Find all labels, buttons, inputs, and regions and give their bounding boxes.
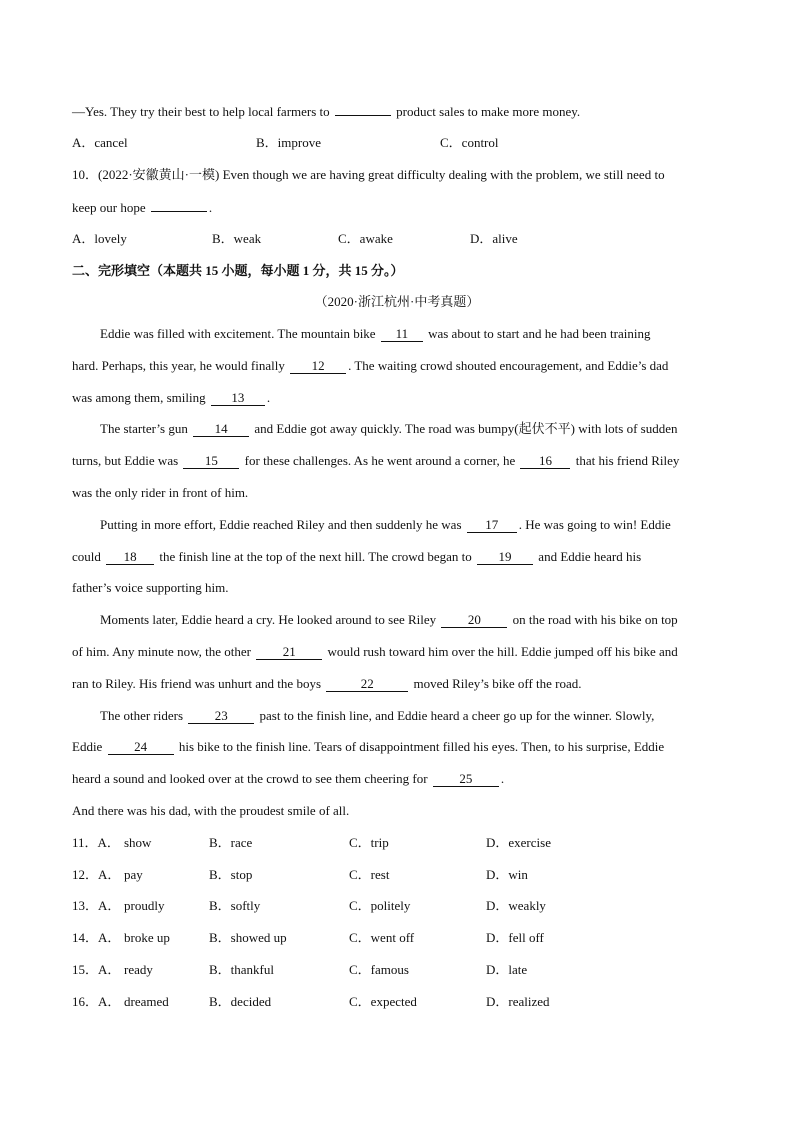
q10-stem: 10．(2022·安徽黄山·一模) Even though we are having great difficulty dealing with the problem, we still need to [72,167,665,182]
text: turns, but Eddie was [72,453,179,468]
q9-stem-text: —Yes. They try their best to help local farmers to [72,104,330,119]
text: the finish line at the top of the next hill. The crowd began to [159,549,472,564]
text: past to the finish line, and Eddie heard a cheer go up for the winner. Slowly, [259,708,655,723]
option-d: D．late [486,962,528,977]
blank-14: 14 [193,422,249,437]
text: could [72,549,101,564]
passage-line [72,675,732,693]
section-title: 二、完形填空（本题共 15 小题，每小题 1 分，共 15 分。） [72,263,404,278]
option-d: D．realized [486,994,550,1009]
passage-line [72,548,732,566]
q9-stem [72,102,732,121]
passage-line [72,643,732,661]
blank-21: 21 [256,645,322,660]
blank-18: 18 [106,550,154,565]
passage-line: And there was his dad, with the proudest smile of all. [72,803,350,818]
blank-13: 13 [211,391,265,406]
passage-line [72,389,732,407]
blank-24: 24 [108,740,174,755]
option-b: B．softly [209,898,261,913]
text: that his friend Riley [575,453,680,468]
q9-option-a: A．cancel [72,135,128,150]
passage-line [100,707,732,725]
blank-12: 12 [290,359,346,374]
option-d: D．win [486,867,528,882]
passage-line: father’s voice supporting him. [72,580,229,595]
option-b: B．stop [209,867,253,882]
text: heard a sound and looked over at the crowd to see them cheering for [72,771,428,786]
option-d: D．weakly [486,898,546,913]
question-number: 16．A． [72,994,121,1009]
question-number: 12．A． [72,867,121,882]
text: of him. Any minute now, the other [72,644,251,659]
text: Eddie was filled with excitement. The mountain bike [100,326,376,341]
option-c: C．rest [349,867,390,882]
passage-line: was the only rider in front of him. [72,485,249,500]
q10-stem-text: keep our hope [72,200,146,215]
text: for these challenges. As he went around a corner, he [244,453,516,468]
passage-line [72,770,732,788]
passage-line [72,452,732,470]
option-a: dreamed [124,994,169,1009]
q10-stem-line2 [72,198,732,217]
blank-11: 11 [381,327,423,342]
blank-17: 17 [467,518,517,533]
option-a: proudly [124,898,165,913]
option-c: C．politely [349,898,411,913]
text: . The waiting crowd shouted encouragement, and Eddie’s dad [348,358,669,373]
text: Eddie [72,739,103,754]
q10-option-b: B．weak [212,231,262,246]
blank-22: 22 [326,677,408,692]
passage-line [100,325,732,343]
text: and Eddie heard his [538,549,642,564]
q10-option-a: A．lovely [72,231,127,246]
option-b: B．decided [209,994,272,1009]
q10-option-d: D．alive [470,231,518,246]
text: hard. Perhaps, this year, he would finally [72,358,285,373]
text: Putting in more effort, Eddie reached Riley and then suddenly he was [100,517,462,532]
blank-20: 20 [441,613,507,628]
option-a: pay [124,867,143,882]
text: and Eddie got away quickly. The road was bumpy(起伏不平) with lots of sudden [254,421,678,436]
text: ran to Riley. His friend was unhurt and the boys [72,676,321,691]
blank-23: 23 [188,709,254,724]
blank-19: 19 [477,550,533,565]
q9-stem-text-end: product sales to make more money. [396,104,581,119]
option-c: C．trip [349,835,389,850]
question-number: 13．A． [72,898,121,913]
option-b: B．showed up [209,930,287,945]
option-d: D．fell off [486,930,544,945]
passage-line [72,357,732,375]
text: The other riders [100,708,184,723]
q9-option-b: B．improve [256,135,321,150]
option-b: B．race [209,835,253,850]
option-a: show [124,835,152,850]
passage-source: （2020·浙江杭州·中考真题） [314,294,480,309]
passage-line [100,420,732,438]
option-a: ready [124,962,153,977]
q9-blank [335,102,391,116]
text: was about to start and he had been training [428,326,651,341]
option-d: D．exercise [486,835,551,850]
text: on the road with his bike on top [512,612,678,627]
text: . He was going to win! Eddie [518,517,671,532]
q9-option-c: C．control [440,135,499,150]
q10-blank [151,198,207,212]
option-c: C．went off [349,930,415,945]
q10-option-c: C．awake [338,231,393,246]
text: moved Riley’s bike off the road. [413,676,582,691]
q10-stem-period: . [208,200,213,215]
option-a: broke up [124,930,170,945]
text: Moments later, Eddie heard a cry. He looked around to see Riley [100,612,437,627]
passage-line [72,738,732,756]
text: was among them, smiling [72,390,206,405]
text: The starter’s gun [100,421,188,436]
passage-line [100,611,732,629]
question-number: 11．A． [72,835,120,850]
option-c: C．famous [349,962,409,977]
option-b: B．thankful [209,962,274,977]
text: would rush toward him over the hill. Eddie jumped off his bike and [327,644,678,659]
option-c: C．expected [349,994,417,1009]
blank-16: 16 [520,454,570,469]
question-number: 14．A． [72,930,121,945]
blank-15: 15 [183,454,239,469]
question-number: 15．A． [72,962,121,977]
text: his bike to the finish line. Tears of disappointment filled his eyes. Then, to his surprise, Eddie [178,739,665,754]
passage-line [100,516,732,534]
text: . [500,771,505,786]
blank-25: 25 [433,772,499,787]
text: . [266,390,271,405]
